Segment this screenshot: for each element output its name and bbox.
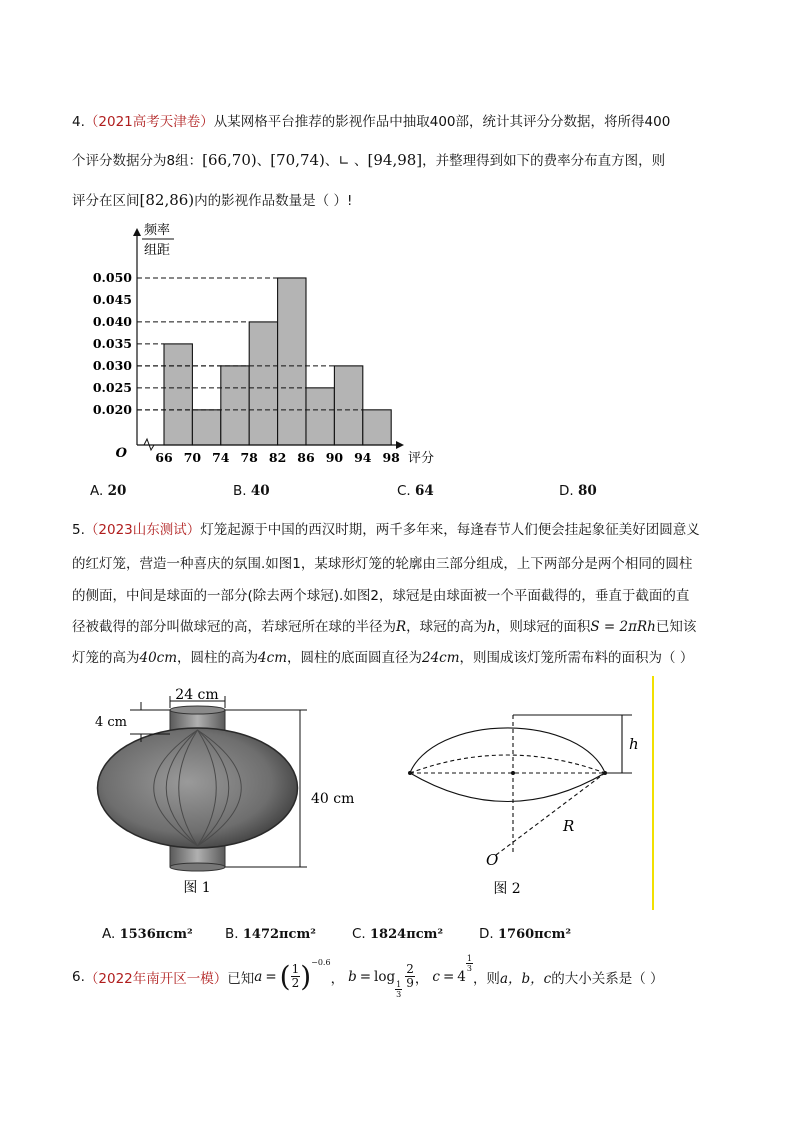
q5-len-2: 4cm [258, 650, 287, 666]
q5-var-h: h [487, 619, 496, 635]
q5-text-5c: ，圆柱的底面圆直径为 [287, 650, 422, 666]
q6-log-base-den: 3 [396, 990, 402, 999]
fig2-r-label: R [563, 817, 575, 835]
q6-half-num: 1 [291, 962, 300, 976]
q6-var-c: c [432, 968, 440, 985]
q4-option-b-value: 40 [250, 483, 270, 499]
q6-c-exp-den: 3 [466, 964, 472, 973]
q4-interval-3: [94,98] [367, 151, 423, 169]
q4-option-c-label: C. [397, 483, 411, 499]
x-tick-82: 82 [268, 450, 287, 465]
q4-source: （2021高考天津卷） [84, 114, 214, 130]
q6-paren-open: ( [279, 960, 291, 993]
q5-source: （2023山东测试） [84, 522, 201, 538]
histogram-bar-78-82 [249, 322, 277, 445]
x-tick-94: 94 [354, 450, 372, 465]
q4-interval-4: [82,86) [139, 191, 195, 209]
q4-option-b-label: B. [233, 483, 247, 499]
q5-number: 5. [72, 522, 85, 538]
fig1-height-label: 40 cm [311, 791, 355, 807]
q5-text-4b: ，球冠的高为 [406, 619, 488, 635]
q6-paren-close: ) [300, 960, 312, 993]
x-tick-98: 98 [382, 450, 400, 465]
q5-line-1 [72, 518, 700, 538]
q4-sep-2: 、∟ 、 [324, 153, 368, 169]
y-axis-label-bottom: 组距 [144, 243, 171, 258]
q4-interval-1: [66,70) [202, 151, 257, 169]
q6-b-num: 2 [406, 962, 414, 976]
q6-log-base-num: 1 [396, 980, 402, 989]
fig2-caption: 图 2 [493, 881, 521, 897]
q4-text-2a: 个评分数据分为8组： [72, 153, 203, 169]
x-tick-74: 74 [212, 450, 230, 465]
q4-sep-1: 、 [256, 153, 271, 169]
histogram-bar-82-86 [278, 278, 306, 445]
x-tick-66: 66 [155, 450, 173, 465]
q6-var-b: b [348, 968, 357, 985]
q6-line-1 [72, 954, 664, 999]
q6-source: （2022年南开区一模） [84, 970, 228, 987]
q5-formula: S = 2πRh [590, 619, 656, 635]
q5-text-5a: 灯笼的高为 [72, 650, 140, 666]
q5-var-r: R [396, 619, 407, 635]
q5-option-d[interactable] [479, 926, 571, 942]
q4-option-d-label: D. [559, 483, 574, 499]
q4-text-1: 从某网格平台推荐的影视作品中抽取400部，统计其评分分数据，将所得400 [213, 114, 671, 130]
q4-text-2b: ，并整理得到如下的费率分布直方图，则 [422, 153, 666, 169]
q4-option-c-value: 64 [415, 483, 434, 499]
q5-text-1: 灯笼起源于中国的西汉时期，两千多年来，每逢春节人们便会挂起象征美好团圆意义 [200, 522, 700, 538]
y-axis-label-top: 频率 [144, 223, 171, 238]
q4-option-a-value: 20 [107, 483, 127, 499]
q6-eq-a: = [265, 968, 277, 985]
histogram-bar-66-70 [164, 344, 192, 445]
q6-c-base: 4 [457, 968, 466, 985]
q4-option-c[interactable] [397, 483, 434, 499]
q6-abc: a，b，c [499, 970, 552, 987]
q5-text-4a: 径被截得的部分叫做球冠的高，若球冠所在球的半径为 [72, 619, 396, 635]
lantern-figure [75, 675, 375, 905]
origin-label: O [115, 446, 127, 461]
q4-option-b[interactable] [233, 483, 270, 499]
q6-eq-b: = [359, 968, 372, 985]
q5-option-b-label: B. [225, 926, 239, 942]
q6-a-exponent: −0.6 [311, 958, 331, 967]
q6-text-c: 的大小关系是（ ） [551, 970, 664, 987]
histogram-bar-86-90 [306, 388, 334, 445]
x-tick-86: 86 [297, 450, 315, 465]
q6-number: 6. [72, 968, 85, 985]
q4-text-3b: 内的影视作品数量是（ ）! [194, 193, 353, 209]
q6-b-den: 9 [406, 976, 414, 990]
q5-line-3: 的侧面，中间是球面的一部分(除去两个球冠).如图2，球冠是由球面被一个平面截得的，垂直于截面的直 [72, 588, 690, 604]
histogram-bar-74-78 [221, 366, 249, 445]
q5-option-d-value: 1760πcm² [497, 927, 572, 942]
q5-option-c-value: 1824πcm² [370, 927, 444, 942]
y-tick-0.030: 0.030 [92, 357, 132, 373]
q4-number: 4. [72, 114, 85, 130]
x-tick-78: 78 [240, 450, 258, 465]
q5-text-5d: ，则围成该灯笼所需布料的面积为（ ） [459, 650, 694, 666]
q6-comma-1: ， [330, 970, 345, 987]
q4-line-1 [72, 110, 670, 130]
q6-log-base [395, 980, 402, 999]
q6-fraction-half [291, 963, 301, 990]
y-tick-0.025: 0.025 [92, 379, 132, 395]
q4-option-d-value: 80 [577, 483, 597, 499]
q5-option-a-value: 1536πcm² [119, 927, 193, 942]
y-axis-arrow [133, 228, 141, 236]
fig2-o-label: O [486, 851, 499, 869]
q6-fraction-b [405, 963, 415, 990]
q5-line-5 [72, 646, 693, 666]
histogram-bar-70-74 [192, 410, 220, 445]
fig1-side-label: 4 cm [95, 715, 128, 730]
q4-text-3a: 评分在区间 [72, 193, 140, 209]
figure-side-rule [652, 676, 654, 910]
y-tick-0.020: 0.020 [92, 401, 132, 417]
q6-text-b: ，则 [472, 970, 500, 987]
q6-c-exponent [466, 954, 473, 973]
x-tick-70: 70 [183, 450, 202, 465]
q5-option-c[interactable] [352, 926, 443, 942]
q4-option-a-label: A. [90, 483, 104, 499]
q5-text-4d: 已知该 [655, 619, 697, 635]
q6-var-a: a [254, 968, 263, 985]
q6-c-exp-num: 1 [466, 954, 472, 963]
spherical-cap-figure [400, 675, 660, 910]
q5-option-b[interactable] [225, 926, 316, 942]
q6-log: log [374, 968, 396, 985]
y-tick-0.050: 0.050 [92, 269, 132, 285]
x-axis-arrow [396, 441, 404, 449]
q4-interval-2: [70,74) [270, 151, 325, 169]
q6-text-a: 已知 [227, 970, 255, 987]
q5-line-4 [72, 615, 696, 635]
y-tick-0.040: 0.040 [92, 313, 132, 329]
q6-comma-2: ， [414, 970, 429, 987]
q5-line-2: 的红灯笼，营造一种喜庆的氛围.如图1，某球形灯笼的轮廓由三部分组成，上下两部分是两个相同的圆柱 [72, 556, 693, 572]
histogram-bar-94-98 [363, 410, 391, 445]
q6-half-den: 2 [291, 976, 300, 990]
q4-option-a[interactable] [90, 483, 126, 499]
q4-option-d[interactable] [559, 483, 597, 499]
q5-len-1: 40cm [139, 650, 178, 666]
y-tick-0.035: 0.035 [92, 335, 132, 351]
q4-line-3 [72, 189, 352, 209]
q5-text-5b: ，圆柱的高为 [177, 650, 259, 666]
q4-line-2 [72, 149, 665, 169]
fig1-top-label: 24 cm [175, 687, 219, 703]
q5-option-a[interactable] [102, 926, 193, 942]
q5-option-c-label: C. [352, 926, 366, 942]
fig2-h-label: h [629, 735, 639, 753]
histogram-bar-90-94 [334, 366, 362, 445]
q5-option-a-label: A. [102, 926, 116, 942]
q5-option-b-value: 1472πcm² [242, 927, 316, 942]
y-tick-0.045: 0.045 [92, 291, 132, 307]
q5-option-d-label: D. [479, 926, 494, 942]
fig1-caption: 图 1 [183, 880, 211, 896]
q5-text-4c: ，则球冠的面积 [495, 619, 591, 635]
frequency-histogram [80, 222, 460, 472]
x-axis-label: 评分 [408, 451, 435, 466]
q5-len-3: 24cm [422, 650, 460, 666]
x-tick-90: 90 [325, 450, 344, 465]
q6-eq-c: = [442, 968, 455, 985]
